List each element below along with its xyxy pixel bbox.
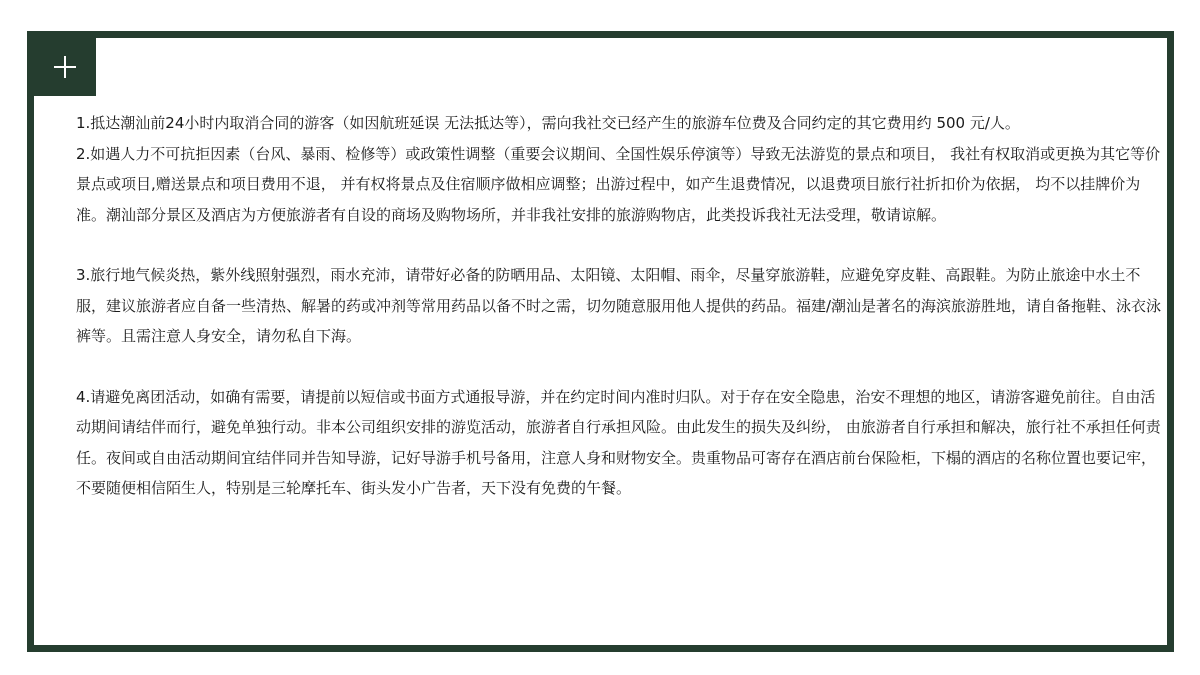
notice-text-block [76, 108, 1166, 504]
notice-paragraph-1: 1.抵达潮汕前24小时内取消合同的游客（如因航班延误 无法抵达等），需向我社交已经产生的旅游车位费及合同约定的其它费用约 500 元/人。 [76, 114, 1020, 132]
corner-badge [34, 38, 96, 96]
notice-paragraph-4: 4.请避免离团活动，如确有需要，请提前以短信或书面方式通报导游，并在约定时间内准时归队。对于存在安全隐患，治安不理想的地区，请游客避免前往。自由活动期间请结伴而行，避免单独行动。非本公司组织安排的游览活动，旅游者自行承担风险。由此发生的损失及纠纷， 由旅游者自行承担和解决，旅行社不承担任何责任。夜间或自由活动期间宜结伴同并告知导游，记好导游手机号备用，注意人身和财物安全。贵重物品可寄存在酒店前台保险柜，下榻的酒店的名称位置也要记牢，不要随便相信陌生人，特别是三轮摩托车、街头发小广告者，天下没有免费的午餐。 [76, 387, 1161, 497]
paragraph-spacer [76, 352, 1166, 382]
slide-frame [27, 31, 1174, 652]
plus-icon [54, 56, 76, 78]
notice-paragraph-3: 3.旅行地气候炎热，紫外线照射强烈，雨水充沛，请带好必备的防晒用品、太阳镜、太阳帽、雨伞，尽量穿旅游鞋，应避免穿皮鞋、高跟鞋。为防止旅途中水土不服，建议旅游者应自备一些清热、解暑的药或冲剂等常用药品以备不时之需，切勿随意服用他人提供的药品。福建/潮汕是著名的海滨旅游胜地，请自备拖鞋、泳衣泳裤等。且需注意人身安全，请勿私自下海。 [76, 266, 1162, 345]
notice-paragraph-2: 2.如遇人力不可抗拒因素（台风、暴雨、检修等）或政策性调整（重要会议期间、全国性娱乐停演等）导致无法游览的景点和项目， 我社有权取消或更换为其它等价景点或项目,赠送景点和项目费用不退， 并有权将景点及住宿顺序做相应调整；出游过程中，如产生退费情况，以退费项目旅行社折扣价为依据， 均不以挂牌价为准。潮汕部分景区及酒店为方便旅游者有自设的商场及购物场所，并非我社安排的旅游购物店，此类投诉我社无法受理，敬请谅解。 [76, 144, 1161, 224]
paragraph-spacer [76, 230, 1166, 260]
